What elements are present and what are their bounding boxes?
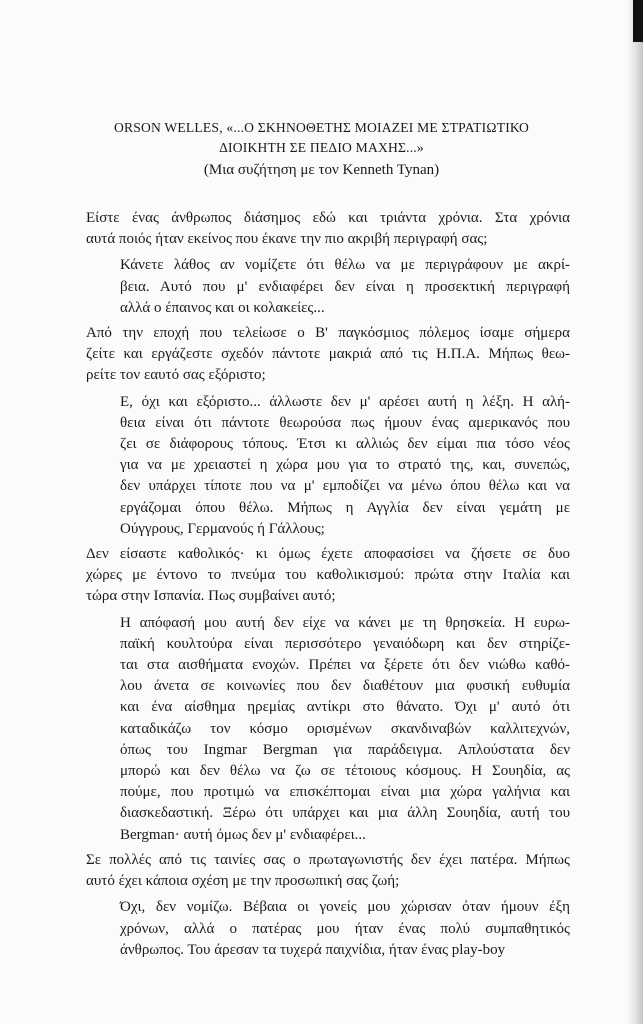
text-line: Bergman· αυτή όμως δεν μ' ενδιαφέρει... — [120, 826, 366, 843]
text-line: ζείτε και εργάζεστε σχεδόν πάντοτε μακριά από τις Η.Π.Α. Μήπως θεω- — [86, 346, 570, 363]
text-line: και ένα αίσθημα ηρεμίας αντίκρι στο θάνατο. Όχι μ' αυτό ότι — [120, 699, 570, 716]
question-paragraph — [86, 850, 570, 892]
text-line: Σε πολλές από τις ταινίες σας ο πρωταγωνιστής δεν έχει πατέρα. Μήπως — [86, 851, 570, 868]
text-line: χρόνων, αλλά ο πατέρας μου ήταν ένας πολύ συμπαθητικός — [120, 920, 570, 937]
text-line: αυτό έχει κάποια σχέση με την προσωπική σας ζωή; — [86, 873, 400, 890]
text-line: ρείτε τον εαυτό σας εξόριστο; — [86, 367, 266, 384]
text-line: λου άνετα σε κοινωνίες που δεν διαθέτουν μια φυσική ευθυμία — [120, 678, 570, 695]
text-line: τώρα στην Ισπανία. Πως συμβαίνει αυτό; — [86, 588, 336, 605]
text-line: πούμε, που προτιμώ να επισκέπτομαι είναι μια χώρα γαλήνια και — [120, 784, 570, 801]
header-title-line-2: ΔΙΟΙΚΗΤΗ ΣΕ ΠΕΔΙΟ ΜΑΧΗΣ...» — [219, 140, 424, 155]
text-line: Από την εποχή που τελείωσε ο Β' παγκόσμιος πόλεμος ίσαμε σήμερα — [86, 325, 570, 342]
text-line: διασκεδαστική. Ξέρω ότι υπάρχει και μια άλλη Σουηδία, αυτή του — [120, 805, 570, 822]
interview-text — [86, 208, 570, 964]
text-line: χώρες με έντονο το πνεύμα του καθολικισμού: πρώτα στην Ιταλία και — [86, 567, 570, 584]
header-title-line-1: ORSON WELLES, «...Ο ΣΚΗΝΟΘΕΤΗΣ ΜΟΙΑΖΕΙ ΜΕ ΣΤΡΑΤΙΩΤΙΚΟ — [113, 120, 530, 135]
answer-paragraph — [86, 255, 570, 319]
text-line: Ε, όχι και εξόριστο... άλλωστε δεν μ' αρέσει αυτή η λέξη. Η αλή- — [120, 393, 570, 410]
question-paragraph — [86, 208, 570, 250]
text-line: Όχι, δεν νομίζω. Βέβαια οι γονείς μου χώρισαν όταν ήμουν έξη — [120, 899, 570, 916]
text-line: βεια. Αυτό που μ' ενδιαφέρει δεν είναι η προσεκτική περιγραφή — [120, 278, 570, 295]
question-paragraph — [86, 323, 570, 387]
text-line: Ούγγρους, Γερμανούς ή Γάλλους; — [120, 520, 325, 537]
answer-paragraph — [86, 613, 570, 846]
text-line: εργάζομαι όπου θέλω. Μήπως η Αγγλία δεν είναι γεμάτη με — [120, 499, 570, 516]
page-edge-shadow — [627, 0, 643, 1024]
text-line: καταδικάζω τον κόσμο ορισμένων σκανδιναβών καλλιτεχνών, — [120, 720, 570, 737]
text-line: αυτά ποιός ήταν εκείνος που έκανε την πιο ακριβή περιγραφή σας; — [86, 231, 488, 248]
question-paragraph — [86, 544, 570, 608]
answer-paragraph — [86, 392, 570, 540]
header-subtitle: (Μια συζήτηση με τον Kenneth Tynan) — [203, 162, 440, 178]
text-line: μπορώ και δεν θέλω να ζω σε τέτοιους κόσμους. Η Σουηδία, ας — [120, 763, 570, 780]
text-line: παϊκή κουλτούρα είναι περισσότερο γεναιόδωρη και δεν στηρίζε- — [120, 635, 570, 652]
text-line: δεν υπάρχει τίποτε που να μ' εμποδίζει να μένω όπου θέλω και να — [120, 478, 570, 495]
article-header — [60, 118, 583, 181]
scan-corner-mark — [633, 0, 643, 42]
text-line: ζει σε διάφορους τόπους. Έτσι κι αλλιώς δεν είμαι πια τόσο νέος — [120, 436, 570, 453]
text-line: άνθρωπος. Του άρεσαν τα τυχερά παιχνίδια, ήταν ένας play-boy — [120, 941, 506, 958]
text-line: αλλά ο έπαινος και οι κολακείες... — [120, 299, 325, 316]
text-line: για να με χρειαστεί η χώρα μου για το στρατό της, και, συνεπώς, — [120, 457, 570, 474]
text-line: Κάνετε λάθος αν νομίζετε ότι θέλω να με περιγράφουν με ακρί- — [120, 257, 570, 274]
text-line: Είστε ένας άνθρωπος διάσημος εδώ και τριάντα χρόνια. Στα χρόνια — [86, 210, 570, 226]
text-line: ται στα αισθήματα ενοχών. Πρέπει να ξέρετε ότι δεν νιώθω καθό- — [120, 657, 570, 674]
answer-paragraph — [86, 897, 570, 961]
text-line: Δεν είσαστε καθολικός· κι όμως έχετε αποφασίσει να ζήσετε σε δυο — [86, 546, 570, 563]
text-line: Η απόφασή μου αυτή δεν είχε να κάνει με τη θρησκεία. Η ευρω- — [120, 614, 570, 631]
text-line: θεια είναι ότι πάντοτε θεωρούσα πως ήμουν ένας αμερικανός που — [120, 414, 570, 431]
text-line: όπως του Ingmar Bergman για παράδειγμα. Απλούστατα δεν — [120, 741, 570, 758]
